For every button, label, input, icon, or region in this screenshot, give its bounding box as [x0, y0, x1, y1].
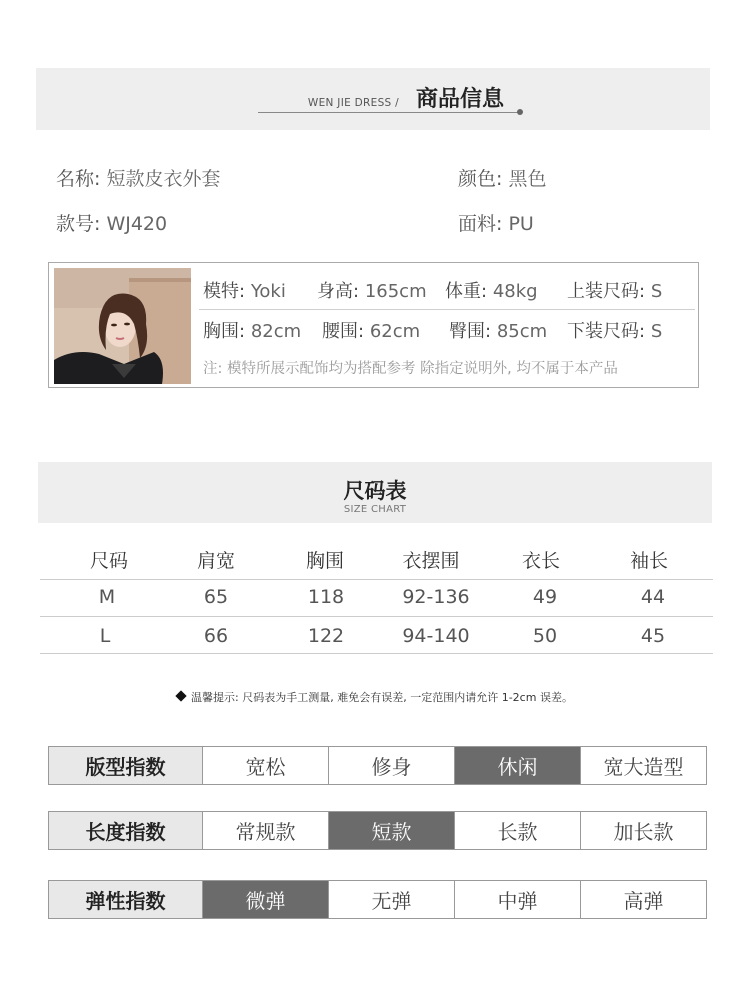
model-row-divider	[199, 309, 695, 310]
diamond-icon	[175, 690, 186, 701]
table-cell: L	[99, 625, 111, 647]
size-header-length: 衣长	[521, 550, 560, 572]
length-option-extra-long: 加长款	[580, 812, 706, 849]
model-top-size-label: 上装尺码:	[567, 281, 646, 302]
product-color	[458, 164, 546, 191]
model-waist-value: 62cm	[369, 321, 421, 342]
model-hip-value: 85cm	[496, 321, 548, 342]
fit-option-loose: 宽松	[202, 747, 328, 784]
model-height	[317, 277, 427, 303]
fit-index-table	[48, 746, 707, 785]
table-cell: 122	[307, 625, 345, 647]
elasticity-index-table	[48, 880, 707, 919]
fit-index-label: 版型指数	[49, 747, 202, 784]
table-cell: 50	[532, 625, 558, 647]
model-bottom-size-value: S	[650, 321, 663, 342]
banner-title: 商品信息	[416, 87, 505, 112]
table-cell: 66	[203, 625, 229, 647]
fit-option-slim: 修身	[328, 747, 454, 784]
model-name-value: Yoki	[250, 281, 286, 302]
length-index-label: 长度指数	[49, 812, 202, 849]
table-cell: M	[98, 586, 116, 608]
table-cell: 44	[640, 586, 666, 608]
model-bust-value: 82cm	[250, 321, 302, 342]
model-waist-label: 腰围:	[322, 321, 365, 342]
size-header-shoulder: 肩宽	[196, 550, 235, 572]
fit-option-oversized: 宽大造型	[580, 747, 706, 784]
model-photo	[54, 268, 191, 384]
model-bottom-size-label: 下装尺码:	[567, 321, 646, 342]
size-table-divider	[40, 653, 713, 654]
product-info-banner	[36, 68, 710, 130]
banner-underline	[258, 112, 520, 113]
size-header-size: 尺码	[89, 550, 128, 572]
size-table-divider	[40, 616, 713, 617]
banner-subtitle: WEN JIE DRESS /	[307, 97, 399, 109]
table-cell: 94-140	[402, 625, 470, 647]
fit-option-casual-selected: 休闲	[454, 747, 580, 784]
model-bust	[203, 317, 301, 343]
model-weight-value: 48kg	[492, 281, 538, 302]
product-sku-label: 款号:	[56, 213, 101, 235]
product-name	[56, 164, 220, 191]
product-fabric-label: 面料:	[458, 213, 503, 235]
table-cell: 45	[640, 625, 666, 647]
length-option-long: 长款	[454, 812, 580, 849]
table-cell: 92-136	[402, 586, 470, 608]
table-cell: 65	[203, 586, 229, 608]
length-option-short-selected: 短款	[328, 812, 454, 849]
size-chart-subtitle: SIZE CHART	[343, 504, 407, 515]
product-fabric-value: PU	[508, 213, 534, 235]
product-sku	[56, 209, 167, 236]
table-cell: 49	[532, 586, 558, 608]
length-index-table	[48, 811, 707, 850]
elasticity-option-none: 无弹	[328, 881, 454, 918]
model-bust-label: 胸围:	[203, 321, 246, 342]
size-chart-banner	[38, 462, 712, 523]
model-waist	[322, 317, 420, 343]
length-option-regular: 常规款	[202, 812, 328, 849]
elasticity-index-label: 弹性指数	[49, 881, 202, 918]
model-note: 注: 模特所展示配饰均为搭配参考 除指定说明外, 均不属于本产品	[203, 361, 618, 377]
size-table-divider	[40, 579, 713, 580]
tip-text: 温馨提示: 尺码表为手工测量, 难免会有误差, 一定范围内请允许 1-2cm 误差。	[191, 691, 573, 704]
size-header-sleeve: 袖长	[629, 550, 668, 572]
measurement-tip	[0, 689, 750, 705]
model-top-size	[567, 277, 662, 303]
size-chart-title: 尺码表	[343, 479, 407, 503]
model-weight	[445, 277, 538, 303]
model-bottom-size	[567, 317, 662, 343]
model-weight-label: 体重:	[445, 281, 488, 302]
model-row-1	[203, 277, 286, 303]
model-hip	[449, 317, 547, 343]
size-header-hem: 衣摆围	[402, 550, 460, 572]
banner-dot	[517, 109, 523, 115]
model-height-value: 165cm	[364, 281, 427, 302]
elasticity-option-high: 高弹	[580, 881, 706, 918]
product-fabric	[458, 209, 534, 236]
table-cell: 118	[307, 586, 345, 608]
elasticity-option-medium: 中弹	[454, 881, 580, 918]
model-hip-label: 臀围:	[449, 321, 492, 342]
model-top-size-value: S	[650, 281, 663, 302]
product-color-value: 黑色	[508, 168, 547, 190]
model-height-label: 身高:	[317, 281, 360, 302]
elasticity-option-slight-selected: 微弹	[202, 881, 328, 918]
model-info-box	[48, 262, 699, 388]
product-name-value: 短款皮衣外套	[106, 168, 221, 190]
model-name-label: 模特:	[203, 281, 246, 302]
product-sku-value: WJ420	[106, 213, 168, 235]
product-name-label: 名称:	[56, 168, 101, 190]
product-color-label: 颜色:	[458, 168, 503, 190]
size-header-chest: 胸围	[305, 550, 344, 572]
